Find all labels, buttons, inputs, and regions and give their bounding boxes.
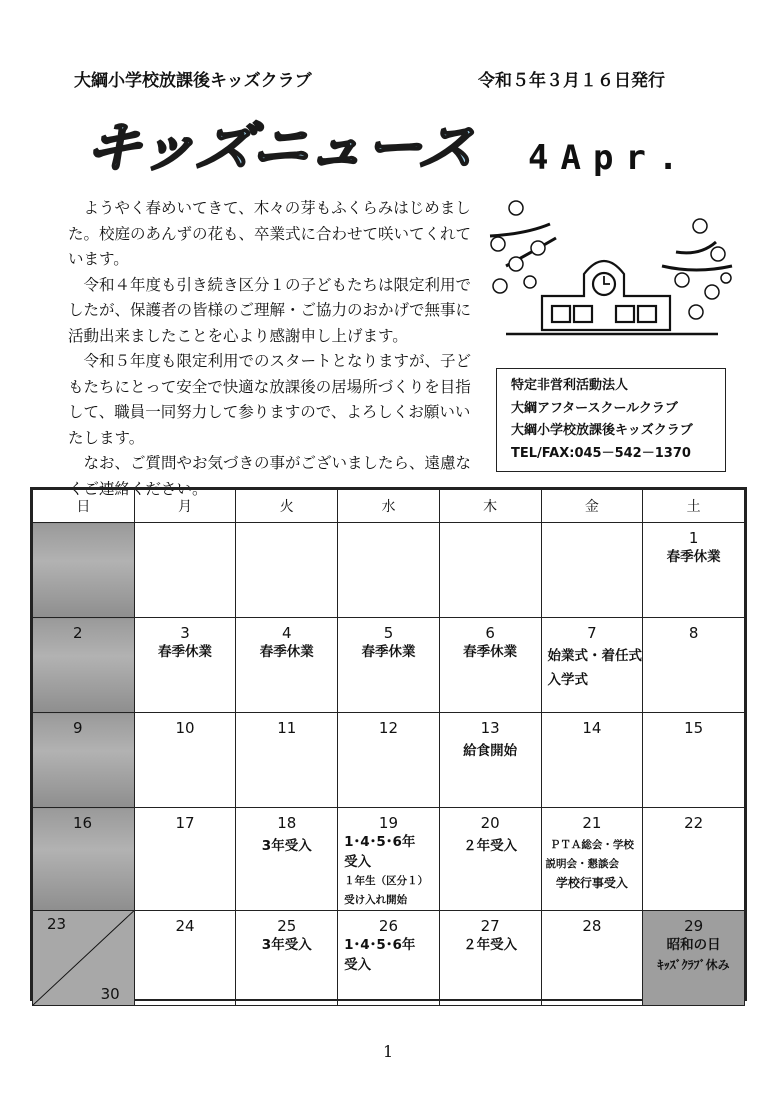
day-number: 23 [47, 915, 67, 933]
day-cell [236, 713, 338, 808]
day-number: 6 [485, 624, 495, 642]
calendar-week [33, 523, 745, 618]
day-number: 16 [73, 814, 93, 832]
weekday-wed: 水 [338, 490, 440, 523]
day-cell [439, 713, 541, 808]
day-cell [541, 713, 643, 808]
calendar-week [33, 911, 745, 1006]
contact-box [496, 368, 726, 472]
day-cell [236, 523, 338, 618]
contact-org-name: 大綱アフタースクールクラブ [511, 400, 678, 416]
day-number: 22 [684, 814, 704, 832]
day-cell [134, 618, 236, 713]
calendar-week [33, 713, 745, 808]
page-number: 1 [383, 1042, 394, 1061]
day-cell [643, 911, 745, 1006]
day-number: 29 [684, 917, 704, 935]
day-cell [134, 523, 236, 618]
weekday-thu: 木 [439, 490, 541, 523]
day-number: 27 [480, 917, 500, 935]
greeting-paragraph-4: なお、ご質問やお気づきの事がございましたら、遠慮なくご連絡ください。 [68, 454, 472, 498]
org-name: 大綱小学校放課後キッズクラブ [74, 71, 312, 91]
day-cell [33, 618, 135, 713]
day-number: 14 [582, 719, 602, 737]
day-event: １年生（区分１） [344, 875, 429, 887]
day-number: 28 [582, 917, 602, 935]
day-event: 春季休業 [361, 644, 416, 660]
day-cell [541, 618, 643, 713]
day-number: 13 [480, 719, 500, 737]
day-cell [338, 713, 440, 808]
day-number: 5 [383, 624, 394, 642]
school-blossom-illustration [486, 196, 734, 338]
kids-news-logo-text: キッズニュース [80, 116, 464, 179]
day-number: 11 [277, 719, 297, 737]
day-cell [541, 523, 643, 618]
day-event: ｷｯｽﾞｸﾗﾌﾞ休み [657, 958, 730, 972]
greeting-paragraph-3: 令和５年度も限定利用でのスタートとなりますが、子どもたちにとって安全で快適な放課後の居場所づくりを目指して、職員一同努力して参りますので、よろしくお願いいたします。 [68, 352, 472, 447]
weekday-mon: 月 [134, 490, 236, 523]
greeting-paragraph-1: ようやく春めいてきて、木々の芽もふくらみはじめました。校庭のあんずの花も、卒業式に合わせて咲いてくれています。 [68, 199, 472, 268]
day-cell [541, 911, 643, 1006]
weekday-tue: 火 [236, 490, 338, 523]
contact-club-name: 大綱小学校放課後キッズクラブ [511, 423, 693, 438]
calendar-week [33, 618, 745, 713]
day-cell [33, 713, 135, 808]
day-cell [439, 911, 541, 1006]
day-cell [439, 523, 541, 618]
day-cell [134, 808, 236, 911]
day-cell [541, 808, 643, 911]
day-cell [236, 618, 338, 713]
day-number: 8 [688, 624, 699, 642]
day-cell [33, 808, 135, 911]
day-event: 受け入れ開始 [344, 894, 408, 906]
day-number: 17 [175, 814, 195, 832]
day-number: 3 [180, 624, 190, 642]
day-number: 18 [277, 814, 297, 832]
month-label: 4Apr. [528, 138, 691, 178]
day-cell [134, 713, 236, 808]
day-cell [643, 523, 745, 618]
day-event: 説明会・懇談会 [545, 858, 620, 870]
day-event: 昭和の日 [666, 937, 721, 953]
weekday-sun: 日 [33, 490, 135, 523]
day-cell [338, 808, 440, 911]
day-cell [236, 808, 338, 911]
day-number: 15 [684, 719, 704, 737]
weekday-sat: 土 [643, 490, 745, 523]
day-event: 給食開始 [463, 743, 518, 759]
day-event: 1･4･5･6年 [344, 937, 416, 953]
day-event: 1･4･5･6年 [344, 834, 416, 850]
issue-date: 令和５年３月１６日発行 [478, 71, 665, 91]
day-event: 春季休業 [463, 644, 518, 660]
day-event: 入学式 [547, 672, 589, 688]
day-number: 7 [587, 624, 597, 642]
day-cell [643, 808, 745, 911]
day-event: ２年受入 [463, 838, 518, 854]
day-number: 12 [378, 719, 398, 737]
day-number: 20 [480, 814, 500, 832]
day-event: ＰＴＡ総会・学校 [549, 839, 634, 851]
april-calendar [30, 487, 747, 1001]
day-cell [643, 713, 745, 808]
day-event: 受入 [344, 957, 372, 973]
day-event: ２年受入 [463, 937, 518, 953]
day-number: 4 [281, 624, 292, 642]
day-event: 3年受入 [261, 838, 312, 854]
day-cell [236, 911, 338, 1006]
day-cell [33, 523, 135, 618]
day-event: 春季休業 [158, 644, 213, 660]
day-cell [33, 911, 135, 1006]
day-number: 19 [378, 814, 398, 832]
day-event: 受入 [344, 854, 372, 870]
day-number: 24 [175, 917, 195, 935]
day-number: 10 [175, 719, 195, 737]
day-event: 春季休業 [259, 644, 314, 660]
greeting-text [68, 196, 480, 502]
day-number: 30 [100, 985, 120, 1003]
calendar-week [33, 808, 745, 911]
day-cell [338, 618, 440, 713]
contact-org-type: 特定非営利活動法人 [511, 378, 629, 393]
day-cell [439, 618, 541, 713]
day-event: 春季休業 [666, 549, 721, 565]
day-number: 26 [378, 917, 398, 935]
greeting-paragraph-2: 令和４年度も引き続き区分１の子どもたちは限定利用でしたが、保護者の皆様のご理解・ご協力のおかげで無事に活動出来ましたことを心より感謝申し上げます。 [68, 275, 472, 345]
day-number: 21 [582, 814, 602, 832]
day-event: 3年受入 [261, 937, 312, 953]
day-number: 2 [73, 624, 83, 642]
day-cell [338, 523, 440, 618]
day-number: 1 [688, 529, 699, 547]
day-cell [134, 911, 236, 1006]
day-number: 9 [73, 719, 83, 737]
day-cell [338, 911, 440, 1006]
day-number: 25 [277, 917, 297, 935]
weekday-fri: 金 [541, 490, 643, 523]
day-event: 学校行事受入 [555, 876, 628, 890]
contact-phone: TEL/FAX:045－542－1370 [511, 445, 691, 461]
day-cell [439, 808, 541, 911]
day-event: 始業式・着任式 [547, 648, 643, 664]
kids-news-logo [78, 112, 478, 182]
day-cell [643, 618, 745, 713]
